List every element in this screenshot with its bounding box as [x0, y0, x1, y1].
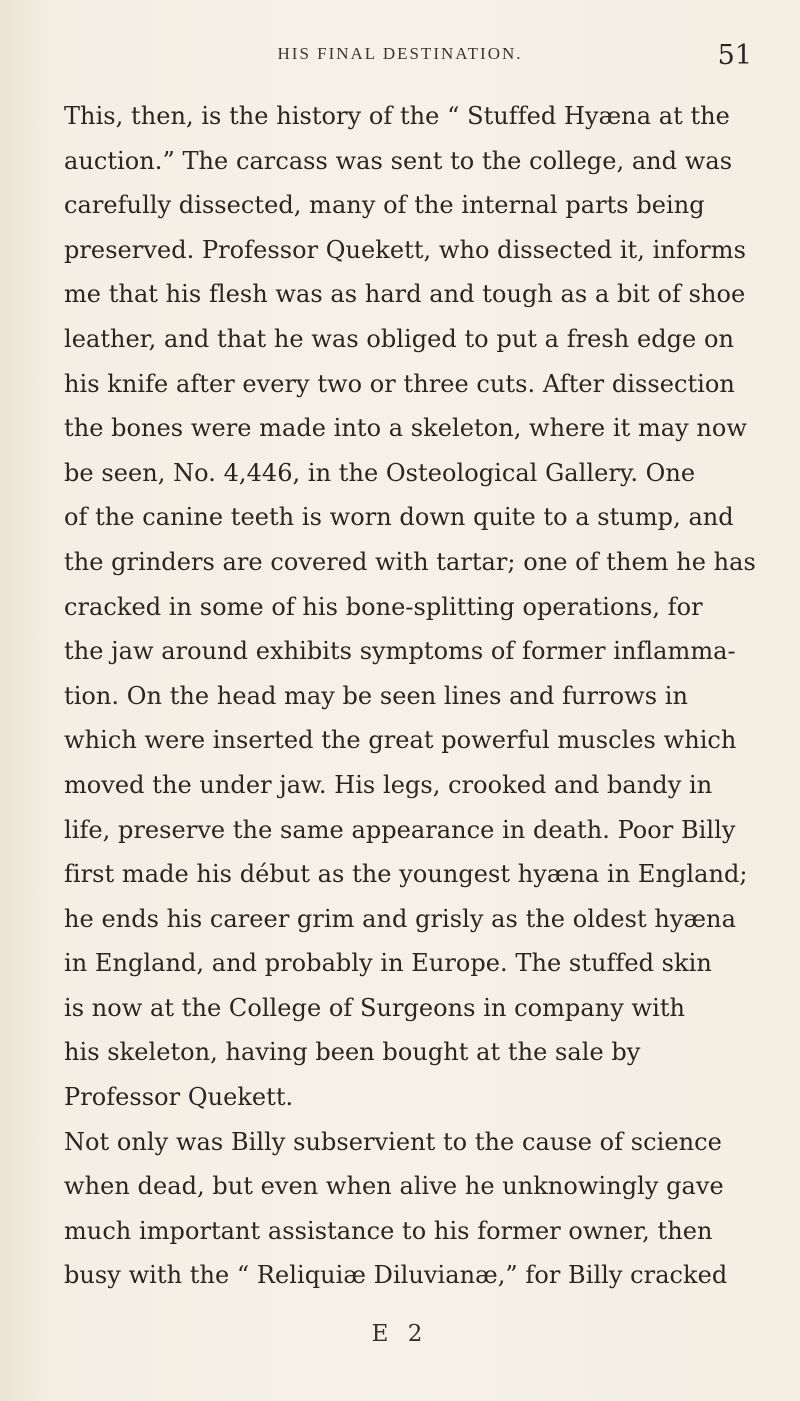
- text-line: when dead, but even when alive he unknowingly gave: [64, 1172, 724, 1201]
- text-line: This, then, is the history of the “ Stuffed Hyæna at the: [64, 102, 730, 130]
- running-head: [0, 40, 800, 84]
- text-line: me that his flesh was as hard and tough as a bit of shoe: [64, 280, 746, 309]
- text-line: life, preserve the same appearance in death. Poor Billy: [64, 815, 736, 844]
- text-line: the bones were made into a skeleton, where it may now: [64, 414, 748, 443]
- text-line: which were inserted the great powerful muscles which: [64, 726, 737, 755]
- text-line: Professor Quekett.: [64, 1083, 294, 1112]
- text-line: busy with the “ Reliquiæ Diluvianæ,” for Billy cracked: [64, 1261, 728, 1290]
- text-line: his skeleton, having been bought at the sale by: [64, 1038, 641, 1067]
- text-line: of the canine teeth is worn down quite to a stump, and: [64, 503, 734, 532]
- text-line: first made his début as the youngest hyæna in England;: [64, 860, 748, 889]
- page-number: 51: [717, 40, 752, 71]
- text-line: cracked in some of his bone-splitting operations, for: [64, 592, 703, 621]
- text-line: he ends his career grim and grisly as the oldest hyæna: [64, 904, 736, 933]
- running-title: HIS FINAL DESTINATION.: [277, 44, 523, 63]
- text-line: auction.” The carcass was sent to the college, and was: [64, 146, 733, 175]
- text-line: the grinders are covered with tartar; one of them he has: [64, 547, 756, 576]
- text-line: leather, and that he was obliged to put a fresh edge on: [64, 324, 734, 353]
- text-line: much important assistance to his former owner, then: [64, 1216, 713, 1245]
- text-line: be seen, No. 4,446, in the Osteological Gallery. One: [64, 458, 696, 487]
- text-line: Not only was Billy subservient to the cause of science: [64, 1127, 722, 1156]
- text-line: his knife after every two or three cuts. After dissection: [64, 369, 735, 398]
- text-line: carefully dissected, many of the internal parts being: [64, 191, 705, 220]
- body-text: [64, 94, 756, 1298]
- text-line: in England, and probably in Europe. The stuffed skin: [64, 949, 712, 978]
- text-line: preserved. Professor Quekett, who dissected it, informs: [64, 235, 746, 264]
- signature-mark: E 2: [371, 1321, 429, 1347]
- text-line: moved the under jaw. His legs, crooked and bandy in: [64, 770, 713, 799]
- text-line: the jaw around exhibits symptoms of former inflamma-: [64, 637, 736, 666]
- text-line: is now at the College of Surgeons in company with: [64, 993, 686, 1022]
- text-line: tion. On the head may be seen lines and furrows in: [64, 681, 688, 710]
